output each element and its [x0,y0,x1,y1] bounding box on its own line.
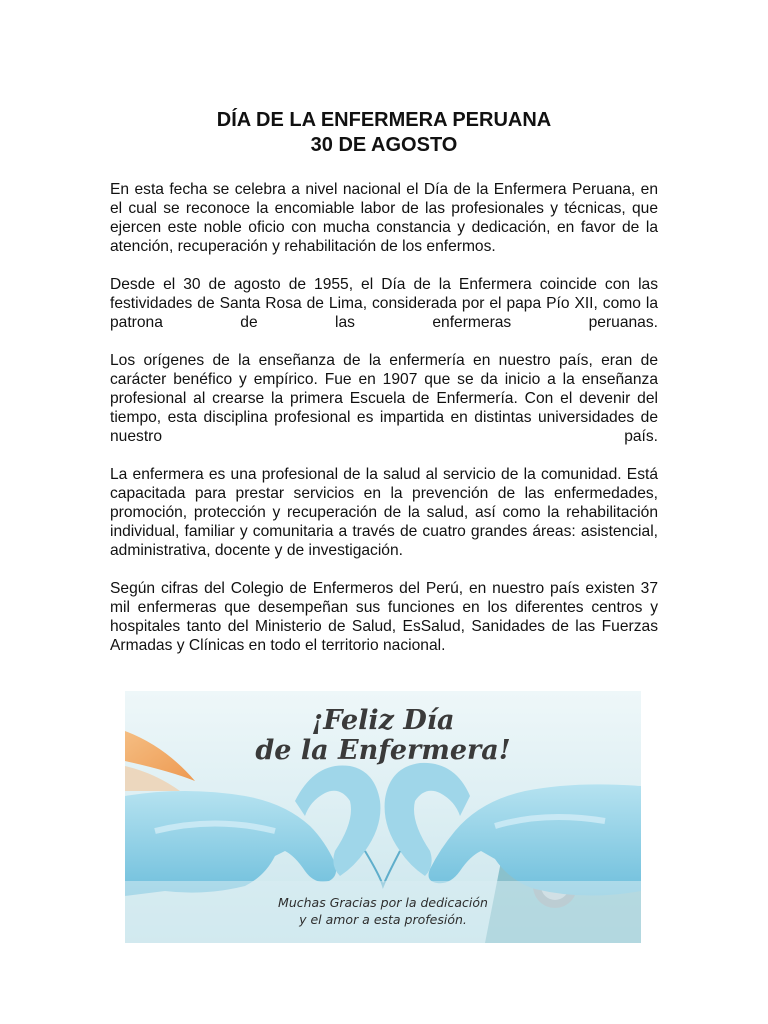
nurse-day-image [125,691,641,943]
document-title [0,108,768,158]
paragraph-2: Desde el 30 de agosto de 1955, el Día de la Enfermera coincide con las festividades de Santa Rosa de Lima, considerada por el papa Pío XII, como la patrona de las enfermeras peruanas. [110,276,658,331]
image-headline-line-2: de la Enfermera! [255,735,511,766]
title-line-2: 30 DE AGOSTO [310,134,458,156]
image-caption-line-2: y el amor a esta profesión. [299,912,467,927]
image-caption-line-1: Muchas Gracias por la dedicación [278,895,488,910]
paragraph-4: La enfermera es una profesional de la salud al servicio de la comunidad. Está capacitada para prestar servicios en la prevención de las enfermedades, promoción, protección y recuperación de la salud, así como la rehabilitación individual, familiar y comunitaria a través de cuatro grandes áreas: asistencial, administrativa, docente y de investigación. [110,466,658,559]
title-line-1: DÍA DE LA ENFERMERA PERUANA [216,109,552,131]
paragraph-1: En esta fecha se celebra a nivel nacional el Día de la Enfermera Peruana, en el cual se reconoce la encomiable labor de las profesionales y técnicas, que ejercen este noble oficio con mucha constancia y dedicación, en favor de la atención, recuperación y rehabilitación de los enfermos. [110,181,658,255]
paragraph-5: Según cifras del Colegio de Enfermeros del Perú, en nuestro país existen 37 mil enfermeras que desempeñan sus funciones en los diferentes centros y hospitales tanto del Ministerio de Salud, EsSalud, Sanidades de las Fuerzas Armadas y Clínicas en todo el territorio nacional. [110,580,658,654]
paragraph-3: Los orígenes de la enseñanza de la enfermería en nuestro país, eran de carácter benéfico y empírico. Fue en 1907 que se da inicio a la enseñanza profesional al crearse la primera Escuela de Enfermería. Con el devenir del tiempo, esta disciplina profesional es impartida en distintas universidades de nuestro país. [110,352,658,445]
image-headline-line-1: ¡Feliz Día [311,705,455,736]
document-body [110,180,658,674]
